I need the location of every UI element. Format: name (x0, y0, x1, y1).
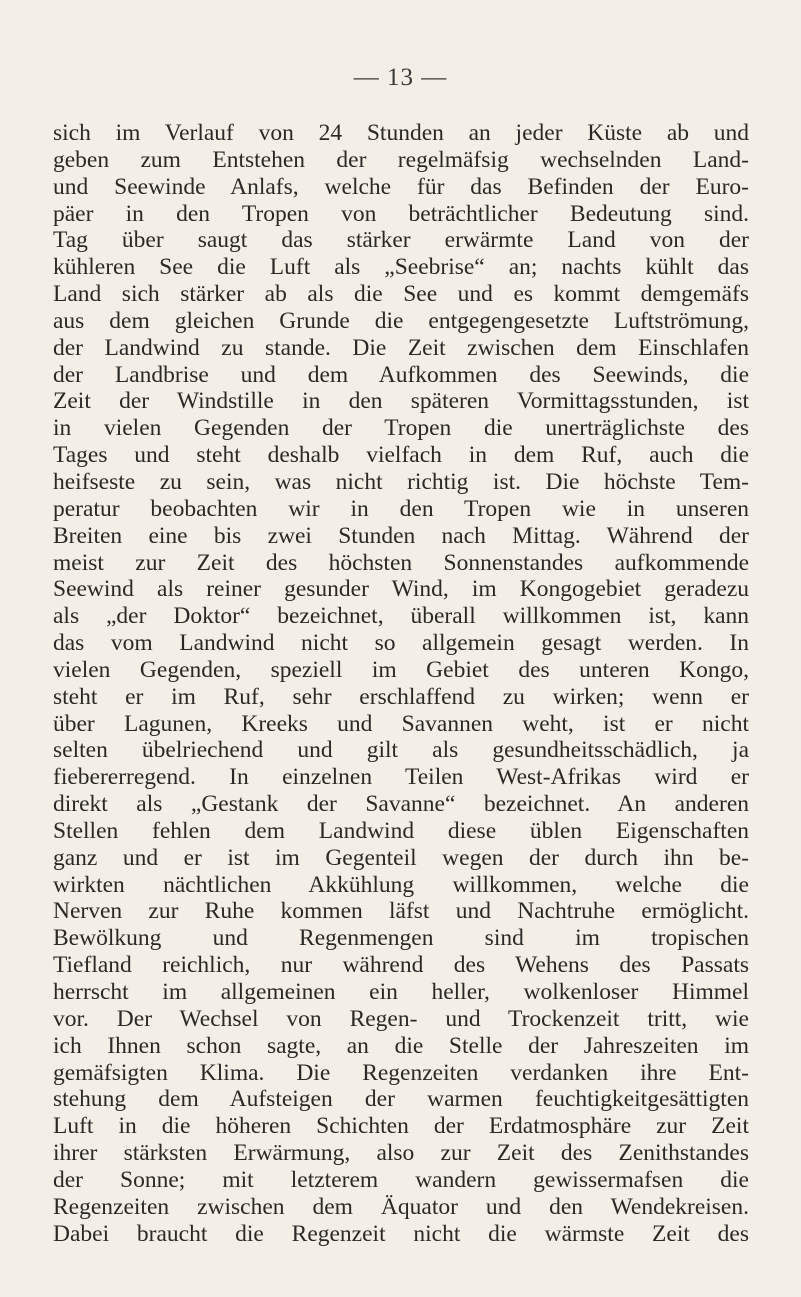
text-line: Stellen fehlen dem Landwind diese üblen Eigenschaften (53, 817, 749, 844)
text-line: wirkten nächtlichen Akkühlung willkommen, welche die (53, 871, 749, 898)
text-line: als „der Doktor“ bezeichnet, überall willkommen ist, kann (53, 603, 749, 630)
text-line: Tag über saugt das stärker erwärmte Land von der (53, 227, 749, 254)
text-line: und Seewinde Anlafs, welche für das Befinden der Euro- (53, 173, 749, 200)
text-line: Regenzeiten zwischen dem Äquator und den Wendekreisen. (53, 1193, 749, 1220)
text-line: Tiefland reichlich, nur während des Wehens des Passats (53, 952, 749, 979)
text-line: fiebererregend. In einzelnen Teilen West-Afrikas wird er (53, 764, 749, 791)
text-line: vielen Gegenden, speziell im Gebiet des unteren Kongo, (53, 656, 749, 683)
text-line: herrscht im allgemeinen ein heller, wolkenloser Himmel (53, 979, 749, 1005)
text-line: Tages und steht deshalb vielfach in dem Ruf, auch die (53, 442, 749, 469)
text-line: Dabei braucht die Regenzeit nicht die wärmste Zeit des (53, 1220, 749, 1247)
text-line: aus dem gleichen Grunde die entgegengesetzte Luftströmung, (53, 307, 749, 334)
text-line: vor. Der Wechsel von Regen- und Trockenzeit tritt, wie (53, 1005, 749, 1032)
text-line: stehung dem Aufsteigen der warmen feuchtigkeitgesättigten (53, 1086, 749, 1113)
text-line: Zeit der Windstille in den späteren Vormittagsstunden, ist (53, 388, 749, 415)
text-line: das vom Landwind nicht so allgemein gesagt werden. In (53, 630, 749, 657)
text-line: steht er im Ruf, sehr erschlaffend zu wirken; wenn er (53, 683, 749, 710)
text-line: peratur beobachten wir in den Tropen wie in unseren (53, 495, 749, 522)
text-line: der Landwind zu stande. Die Zeit zwischen dem Einschlafen (53, 334, 749, 361)
text-line: meist zur Zeit des höchsten Sonnenstandes aufkommende (53, 549, 749, 576)
text-line: Breiten eine bis zwei Stunden nach Mittag. Während der (53, 522, 749, 549)
page-number: — 13 — (353, 64, 448, 91)
text-line: ganz und er ist im Gegenteil wegen der durch ihn be- (53, 844, 749, 871)
text-line: ihrer stärksten Erwärmung, also zur Zeit des Zenithstandes (53, 1140, 749, 1167)
text-line: päer in den Tropen von beträchtlicher Bedeutung sind. (53, 200, 749, 227)
text-line: über Lagunen, Kreeks und Savannen weht, ist er nicht (53, 710, 749, 737)
text-line: Luft in die höheren Schichten der Erdatmosphäre zur Zeit (53, 1113, 749, 1140)
text-line: Seewind als reiner gesunder Wind, im Kongogebiet geradezu (53, 576, 749, 603)
text-line: der Landbrise und dem Aufkommen des Seewinds, die (53, 361, 749, 388)
text-line: Bewölkung und Regenmengen sind im tropischen (53, 925, 749, 952)
text-line: gemäfsigten Klima. Die Regenzeiten verdanken ihre Ent- (53, 1059, 749, 1086)
text-line: selten übelriechend und gilt als gesundheitsschädlich, ja (53, 737, 749, 764)
text-line: geben zum Entstehen der regelmäfsig wechselnden Land- (53, 146, 749, 173)
text-line: direkt als „Gestank der Savanne“ bezeichnet. An anderen (53, 791, 749, 818)
text-line: in vielen Gegenden der Tropen die unerträglichste des (53, 415, 749, 442)
text-line: Land sich stärker ab als die See und es kommt demgemäfs (53, 281, 749, 308)
text-line: ich Ihnen schon sagte, an die Stelle der Jahreszeiten im (53, 1032, 749, 1059)
body-text (53, 120, 749, 1247)
text-line: Nerven zur Ruhe kommen läfst und Nachtruhe ermöglicht. (53, 898, 749, 925)
text-line: der Sonne; mit letzterem wandern gewissermafsen die (53, 1166, 749, 1193)
text-line: sich im Verlauf von 24 Stunden an jeder Küste ab und (53, 120, 749, 146)
text-line: heifseste zu sein, was nicht richtig ist. Die höchste Tem- (53, 468, 749, 495)
text-line: kühleren See die Luft als „Seebrise“ an; nachts kühlt das (53, 254, 749, 281)
